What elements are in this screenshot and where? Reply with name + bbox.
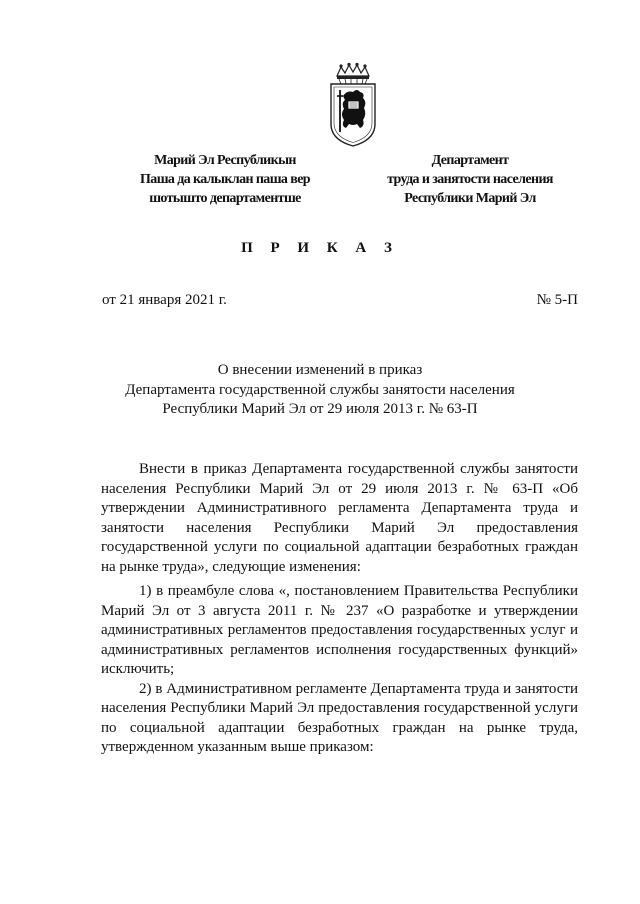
body-paragraphs-list xyxy=(101,582,578,758)
dept-name-russian-line: Республики Марий Эл xyxy=(404,191,536,206)
document-date: от 21 января 2021 г. xyxy=(102,292,227,308)
dept-name-russian-line: Департамент xyxy=(431,153,509,168)
paragraph: 2) в Административном регламенте Департамента труда и занятости населения Республики Марий Эл предоставления государственной услуги по социальной адаптации безработных граждан на рынке труда, утвержденном указанным выше приказом: xyxy=(101,680,578,755)
dept-name-russian xyxy=(355,151,585,208)
subject-line: Департамента государственной службы занятости населения xyxy=(125,381,515,398)
dept-name-mari xyxy=(115,151,335,208)
dept-name-russian-line: труда и занятости населения xyxy=(387,172,553,187)
subject-line: Республики Марий Эл от 29 июля 2013 г. № 63-П xyxy=(162,401,478,417)
paragraph: 1) в преамбуле слова «, постановлением Правительства Республики Марий Эл от 3 августа 2011 г. № 237 «О разработке и утверждении административных регламентов предоставления государственных услуг и административных регламентов исполнения государственных функций» исключить; xyxy=(101,583,578,677)
document-number: № 5-П xyxy=(536,292,578,308)
body-paragraph-1 xyxy=(101,460,578,577)
document-title: П Р И К А З xyxy=(241,240,399,256)
dept-name-mari-line: шотышто департаментше xyxy=(149,191,301,206)
dept-name-mari-line: Паша да калыклан паша вер xyxy=(140,172,310,187)
subject-line: О внесении изменений в приказ xyxy=(217,362,423,378)
paragraph: Внести в приказ Департамента государственной службы занятости населения Республики Марий Эл от 29 июля 2013 г. № 63-П «Об утверждении Административного регламента Департамента труда и занятости населения Республики Марий Эл предоставления государственной услуги по социальной адаптации безработных граждан на рынке труда», следующие изменения: xyxy=(101,461,578,575)
document-subject xyxy=(0,361,640,420)
coat-of-arms-icon xyxy=(327,62,379,148)
dept-name-mari-line: Марий Эл Республикын xyxy=(154,153,296,168)
